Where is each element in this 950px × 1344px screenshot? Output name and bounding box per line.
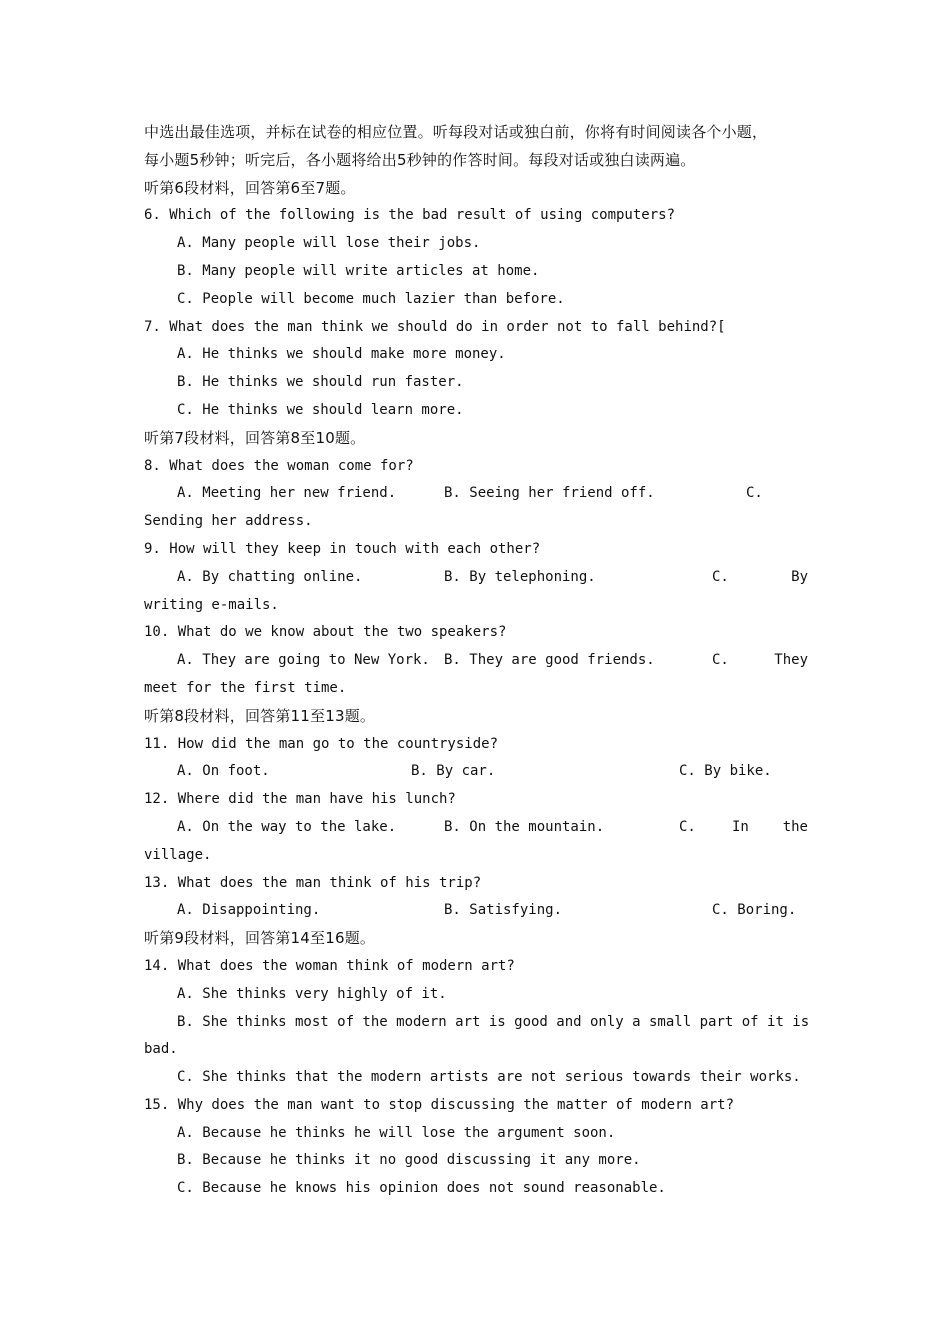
instruction-line: 每小题5秒钟；听完后，各小题将给出5秒钟的作答时间。每段对话或独白读两遍。 <box>144 150 696 169</box>
option-a: A. She thinks very highly of it. <box>177 985 447 1002</box>
options-row <box>144 758 808 786</box>
option-c: C. Boring. <box>712 902 797 919</box>
option-b: B. He thinks we should run faster. <box>177 374 464 391</box>
question-stem: 7. What does the man think we should do in order not to fall behind?[ <box>144 318 726 335</box>
option-b: B. Because he thinks it no good discussing it any more. <box>177 1152 641 1169</box>
option-c-word: By <box>791 568 808 585</box>
options-row <box>144 564 808 592</box>
option-a: A. On foot. <box>177 763 270 780</box>
option-a: A. Meeting her new friend. <box>177 485 397 502</box>
option-c-continuation: writing e-mails. <box>144 596 279 613</box>
option-c: C. People will become much lazier than before. <box>177 290 565 307</box>
option-b: B. By telephoning. <box>444 568 596 585</box>
question-stem: 6. Which of the following is the bad result of using computers? <box>144 207 676 224</box>
option-b: B. Satisfying. <box>444 902 563 919</box>
option-a: A. Because he thinks he will lose the argument soon. <box>177 1124 616 1141</box>
exam-page <box>144 119 808 1203</box>
question-stem: 12. Where did the man have his lunch? <box>144 791 456 808</box>
section-heading: 听第7段材料，回答第8至10题。 <box>144 428 366 447</box>
option-c: C. By bike. <box>679 763 772 780</box>
option-c-word: They <box>774 652 808 669</box>
question-stem: 15. Why does the man want to stop discussing the matter of modern art? <box>144 1096 735 1113</box>
option-a: A. By chatting online. <box>177 568 363 585</box>
option-a: A. On the way to the lake. <box>177 818 397 835</box>
option-b-continuation: bad. <box>144 1041 178 1058</box>
option-b: B. They are good friends. <box>444 652 655 669</box>
option-a: A. Many people will lose their jobs. <box>177 235 481 252</box>
section-heading: 听第8段材料，回答第11至13题。 <box>144 706 376 725</box>
option-a: A. Disappointing. <box>177 902 321 919</box>
option-c-label: C. <box>679 818 696 835</box>
option-c-word: the <box>782 818 808 835</box>
section-heading: 听第9段材料，回答第14至16题。 <box>144 929 376 948</box>
option-c-continuation: Sending her address. <box>144 513 313 530</box>
option-c: C. He thinks we should learn more. <box>177 401 464 418</box>
section-heading: 听第6段材料，回答第6至7题。 <box>144 178 356 197</box>
option-c-label: C. <box>712 652 729 669</box>
option-c-word: In <box>732 818 749 835</box>
option-c: C. She thinks that the modern artists are not serious towards their works. <box>177 1069 801 1086</box>
option-c-continuation: village. <box>144 846 212 863</box>
options-row <box>144 480 808 508</box>
option-b: B. By car. <box>411 763 496 780</box>
options-row <box>144 897 808 925</box>
option-c-label: C. <box>746 485 763 502</box>
option-c: C. Because he knows his opinion does not sound reasonable. <box>177 1180 666 1197</box>
option-b: B. On the mountain. <box>444 818 605 835</box>
question-stem: 11. How did the man go to the countryside? <box>144 735 499 752</box>
question-stem: 8. What does the woman come for? <box>144 457 414 474</box>
question-stem: 9. How will they keep in touch with each other? <box>144 540 541 557</box>
question-stem: 13. What does the man think of his trip? <box>144 874 482 891</box>
option-b: B. She thinks most of the modern art is good and only a small part of it is <box>177 1013 810 1030</box>
option-b: B. Seeing her friend off. <box>444 485 655 502</box>
option-a: A. They are going to New York. <box>177 652 430 669</box>
instruction-line: 中选出最佳选项，并标在试卷的相应位置。听每段对话或独白前，你将有时间阅读各个小题， <box>144 123 768 141</box>
option-a: A. He thinks we should make more money. <box>177 346 506 363</box>
option-b: B. Many people will write articles at home. <box>177 262 540 279</box>
options-row <box>144 647 808 675</box>
option-c-label: C. <box>712 568 729 585</box>
question-stem: 10. What do we know about the two speakers? <box>144 624 507 641</box>
question-stem: 14. What does the woman think of modern art? <box>144 957 515 974</box>
option-c-continuation: meet for the first time. <box>144 679 347 696</box>
options-row <box>144 814 808 842</box>
